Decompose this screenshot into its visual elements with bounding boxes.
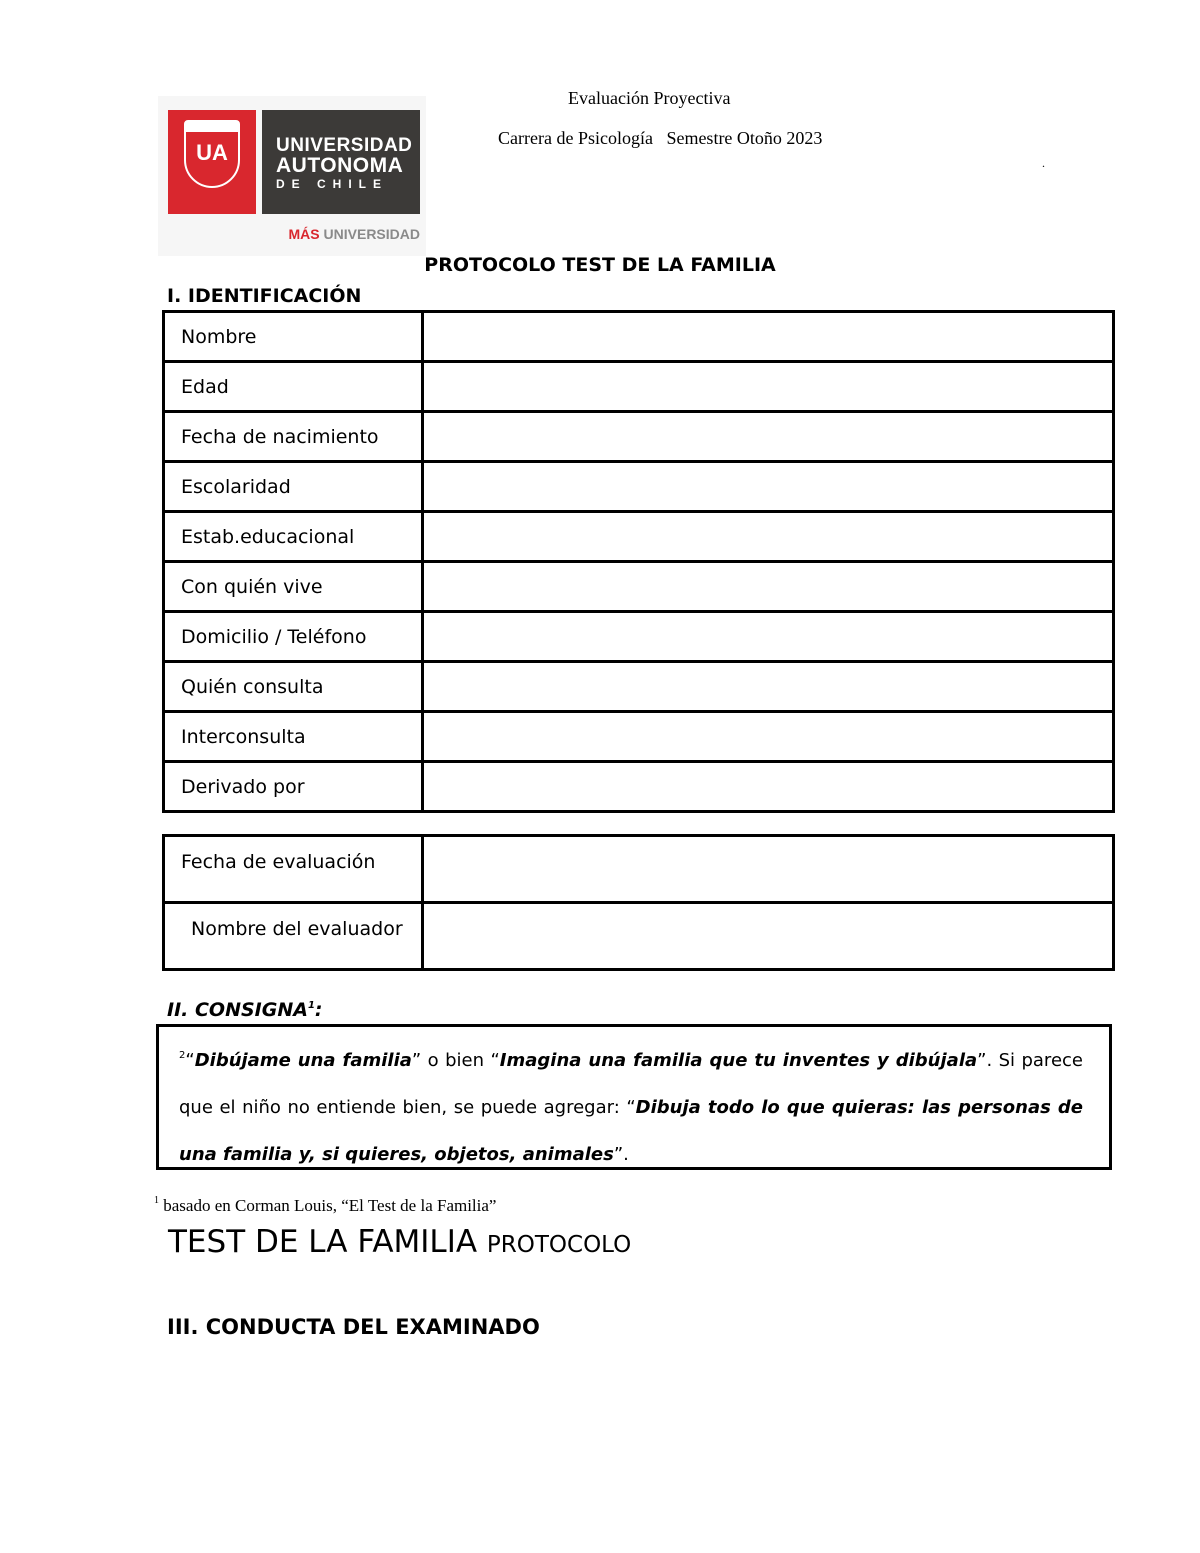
field-value[interactable]: [423, 462, 1114, 512]
form-row: [164, 762, 1114, 812]
form-row: [164, 362, 1114, 412]
field-label: Escolaridad: [164, 462, 423, 512]
logo-tagline-red: MÁS: [288, 226, 320, 242]
test-title: [168, 1224, 631, 1260]
logo-tagline: [262, 226, 420, 242]
field-label: Fecha de evaluación: [164, 836, 423, 903]
q2-close: ”. Si parece que el niño no entiende bien, se puede agregar: “: [179, 1050, 1083, 1118]
logo-line-1: UNIVERSIDAD: [276, 135, 413, 156]
evaluation-table: [162, 834, 1115, 971]
form-row: [164, 562, 1114, 612]
header-line-2: Carrera de Psicología Semestre Otoño 2023: [498, 128, 823, 148]
form-row: [164, 462, 1114, 512]
field-value[interactable]: [423, 836, 1114, 903]
header-dot: .: [1042, 156, 1045, 170]
footnote-number: 1: [154, 1195, 159, 1206]
field-value[interactable]: [423, 312, 1114, 362]
field-label: Fecha de nacimiento: [164, 412, 423, 462]
field-value[interactable]: [423, 562, 1114, 612]
form-row: [164, 662, 1114, 712]
field-value[interactable]: [423, 612, 1114, 662]
shield-top-bar: [186, 122, 238, 132]
form-row: [164, 412, 1114, 462]
field-label: Nombre del evaluador: [164, 903, 423, 970]
logo-university-name: [276, 136, 412, 190]
section-consigna-heading: [167, 999, 323, 1021]
field-label: Con quién vive: [164, 562, 423, 612]
identification-table: [162, 310, 1115, 813]
field-label: Quién consulta: [164, 662, 423, 712]
form-row: [164, 712, 1114, 762]
form-row: [164, 903, 1114, 970]
section-consigna-heading-text: II. CONSIGNA: [167, 999, 308, 1021]
field-label: Nombre: [164, 312, 423, 362]
section-conducta-heading: III. CONDUCTA DEL EXAMINADO: [167, 1315, 540, 1339]
consigna-sup: 2: [179, 1050, 186, 1061]
header-line-1: Evaluación Proyectiva: [568, 88, 731, 108]
field-label: Edad: [164, 362, 423, 412]
university-logo: [158, 96, 426, 256]
consigna-box: [156, 1024, 1112, 1170]
form-row: [164, 612, 1114, 662]
test-title-small: PROTOCOLO: [486, 1232, 632, 1258]
field-value[interactable]: [423, 712, 1114, 762]
q1-close: ” o bien “: [411, 1050, 500, 1071]
section-identificacion-heading: I. IDENTIFICACIÓN: [167, 285, 362, 307]
field-value[interactable]: [423, 412, 1114, 462]
footnote-ref: 1: [307, 1000, 315, 1011]
q3-close: ”.: [613, 1144, 629, 1165]
field-value[interactable]: [423, 903, 1114, 970]
field-label: Domicilio / Teléfono: [164, 612, 423, 662]
page-title: PROTOCOLO TEST DE LA FAMILIA: [424, 254, 776, 276]
field-value[interactable]: [423, 662, 1114, 712]
field-value[interactable]: [423, 362, 1114, 412]
instruction-3: Dibuja todo lo que quieras: las personas de una familia y, si quieres, objetos, animales: [179, 1097, 1083, 1165]
form-row: [164, 512, 1114, 562]
footnote-text: basado en Corman Louis, “El Test de la Familia”: [159, 1196, 497, 1215]
test-title-main: TEST DE LA FAMILIA: [168, 1224, 478, 1260]
logo-emblem-text: UA: [196, 140, 228, 165]
field-value[interactable]: [423, 762, 1114, 812]
field-label: Derivado por: [164, 762, 423, 812]
instruction-1: Dibújame una familia: [194, 1050, 412, 1071]
footnote: [154, 1196, 496, 1216]
form-row: [164, 312, 1114, 362]
field-label: Interconsulta: [164, 712, 423, 762]
logo-tagline-grey: UNIVERSIDAD: [323, 226, 420, 242]
heading-colon: :: [314, 999, 323, 1021]
field-value[interactable]: [423, 512, 1114, 562]
instruction-2: Imagina una familia que tu inventes y dibújala: [499, 1050, 978, 1071]
form-row: [164, 836, 1114, 903]
logo-line-2: AUTONOMA: [276, 154, 404, 177]
q1-open: “: [185, 1050, 195, 1071]
field-label: Estab.educacional: [164, 512, 423, 562]
logo-line-3: DE CHILE: [276, 177, 389, 191]
